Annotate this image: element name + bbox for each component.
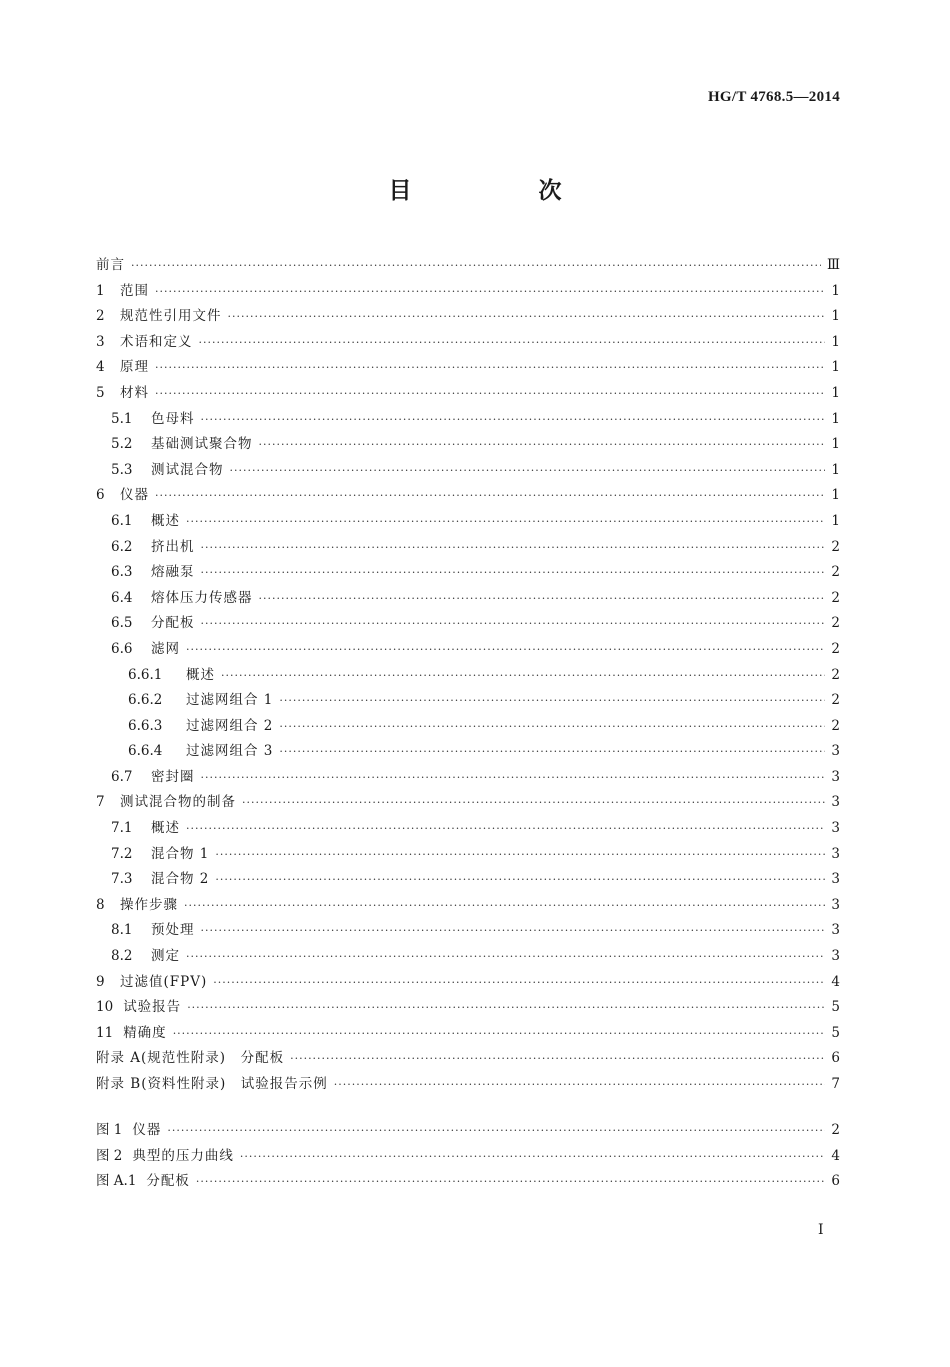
entry-page: 5 <box>831 1024 840 1041</box>
dot-leader <box>215 873 825 886</box>
entry-label: 密封圈 <box>151 768 195 785</box>
dot-leader <box>221 669 825 682</box>
toc-entry[interactable] <box>96 995 840 1021</box>
entry-page: 1 <box>831 333 840 350</box>
entry-number: 5.1 <box>111 410 133 427</box>
toc-entry[interactable] <box>96 560 840 586</box>
figure-entry[interactable] <box>96 1169 840 1195</box>
toc-entry[interactable] <box>96 663 840 689</box>
toc-entry[interactable] <box>96 586 840 612</box>
entry-page: 2 <box>831 564 840 581</box>
dot-leader <box>186 515 825 528</box>
entry-page: 2 <box>831 589 840 606</box>
dot-leader <box>167 1124 825 1137</box>
entry-label: 混合物 1 <box>151 845 210 862</box>
toc-entry[interactable] <box>96 330 840 356</box>
entry-page: 1 <box>831 359 840 376</box>
entry-page: Ⅲ <box>826 257 840 273</box>
dot-leader <box>279 745 825 758</box>
entry-number: 7.2 <box>111 845 133 862</box>
dot-leader <box>184 899 825 912</box>
toc-entry[interactable] <box>96 304 840 330</box>
entry-number: 7.1 <box>111 820 133 837</box>
dot-leader <box>201 413 826 426</box>
toc-entry[interactable] <box>96 918 840 944</box>
dot-leader <box>155 489 825 502</box>
entry-number: 8 <box>96 896 105 913</box>
toc-entry[interactable] <box>96 765 840 791</box>
toc-entry[interactable] <box>96 816 840 842</box>
dot-leader <box>186 822 825 835</box>
entry-number: 6.6.2 <box>128 692 163 709</box>
dot-leader <box>334 1078 826 1091</box>
toc-entry[interactable] <box>96 842 840 868</box>
entry-label: 挤出机 <box>151 538 195 555</box>
entry-label: 熔体压力传感器 <box>151 589 253 606</box>
figure-entry[interactable] <box>96 1144 840 1170</box>
toc-entry[interactable] <box>96 1046 840 1072</box>
entry-page: 2 <box>831 692 840 709</box>
entry-label: 附录 B(资料性附录) 试验报告示例 <box>96 1076 328 1092</box>
dot-leader <box>155 361 825 374</box>
page-title: 目 次 <box>388 178 614 204</box>
dot-leader <box>215 848 825 861</box>
entry-number: 6 <box>96 487 105 504</box>
entry-number: 图 A.1 <box>96 1173 137 1190</box>
dot-leader <box>131 259 821 272</box>
entry-page: 2 <box>831 666 840 683</box>
entry-label: 前言 <box>96 257 125 273</box>
entry-page: 1 <box>831 436 840 453</box>
entry-number: 8.1 <box>111 922 133 939</box>
entry-page: 1 <box>831 487 840 504</box>
toc-entry[interactable] <box>96 611 840 637</box>
dot-leader <box>201 541 826 554</box>
entry-number: 5.2 <box>111 436 133 453</box>
dot-leader <box>259 438 826 451</box>
toc-entry[interactable] <box>96 970 840 996</box>
entry-label: 熔融泵 <box>151 564 195 581</box>
figure-entry[interactable] <box>96 1118 840 1144</box>
entry-number: 10 <box>96 999 114 1016</box>
entry-page: 4 <box>831 1147 840 1164</box>
dot-leader <box>201 924 826 937</box>
entry-number: 6.4 <box>111 589 133 606</box>
toc-entry[interactable] <box>96 714 840 740</box>
entry-page: 1 <box>831 512 840 529</box>
entry-label: 术语和定义 <box>120 333 193 350</box>
entry-label: 概述 <box>151 512 180 529</box>
entry-label: 试验报告 <box>123 999 182 1016</box>
entry-page: 3 <box>831 743 840 760</box>
entry-label: 附录 A(规范性附录) 分配板 <box>96 1050 285 1067</box>
dot-leader <box>199 336 826 349</box>
entry-page: 3 <box>831 820 840 837</box>
entry-page: 1 <box>831 461 840 478</box>
entry-label: 分配板 <box>151 615 195 632</box>
dot-leader <box>290 1052 825 1065</box>
entry-page: 1 <box>831 410 840 427</box>
entry-number: 7 <box>96 794 105 811</box>
entry-number: 2 <box>96 308 105 325</box>
entry-page: 3 <box>831 948 840 965</box>
entry-number: 3 <box>96 333 105 350</box>
toc-entry[interactable] <box>96 279 840 305</box>
entry-page: 2 <box>831 1122 840 1138</box>
toc-entry[interactable] <box>96 739 840 765</box>
dot-leader <box>186 950 825 963</box>
entry-label: 混合物 2 <box>151 871 210 888</box>
toc-entry[interactable] <box>96 790 840 816</box>
dot-leader <box>213 976 825 989</box>
toc-entry[interactable] <box>96 381 840 407</box>
entry-number: 4 <box>96 359 105 376</box>
dot-leader <box>230 464 826 477</box>
entry-label: 仪器 <box>132 1122 162 1138</box>
entry-page: 3 <box>831 768 840 785</box>
entry-number: 6.7 <box>111 768 133 785</box>
entry-number: 1 <box>96 282 105 299</box>
entry-number: 图 2 <box>96 1147 123 1164</box>
entry-page: 3 <box>831 896 840 913</box>
toc-entry[interactable] <box>96 535 840 561</box>
toc-entry[interactable] <box>96 1021 840 1047</box>
entry-label: 典型的压力曲线 <box>132 1147 234 1164</box>
entry-number: 6.3 <box>111 564 133 581</box>
toc-entry[interactable] <box>96 432 840 458</box>
toc-entry[interactable] <box>96 509 840 535</box>
dot-leader <box>196 1175 825 1188</box>
entry-page: 1 <box>831 384 840 401</box>
entry-label: 预处理 <box>151 922 195 939</box>
entry-number: 5 <box>96 384 105 401</box>
entry-label: 过滤网组合 1 <box>186 692 274 709</box>
entry-number: 5.3 <box>111 461 133 478</box>
entry-label: 测试混合物 <box>151 461 224 478</box>
dot-leader <box>155 285 825 298</box>
entry-label: 基础测试聚合物 <box>151 436 253 453</box>
dot-leader <box>228 310 826 323</box>
entry-label: 过滤网组合 3 <box>186 743 274 760</box>
entry-page: 1 <box>831 308 840 325</box>
entry-number: 6.6 <box>111 640 133 657</box>
entry-page: 3 <box>831 871 840 888</box>
entry-page: 2 <box>831 640 840 657</box>
toc-entry[interactable] <box>96 1072 840 1098</box>
entry-number: 9 <box>96 973 105 990</box>
entry-label: 范围 <box>120 282 149 299</box>
entry-page: 5 <box>831 999 840 1016</box>
toc-entry[interactable] <box>96 867 840 893</box>
entry-page: 7 <box>831 1076 840 1092</box>
page-number: I <box>818 1222 824 1238</box>
dot-leader <box>279 720 825 733</box>
entry-page: 3 <box>831 794 840 811</box>
toc-entry[interactable] <box>96 355 840 381</box>
figure-list <box>96 1118 840 1195</box>
entry-page: 2 <box>831 615 840 632</box>
entry-label: 规范性引用文件 <box>120 308 222 325</box>
entry-label: 测定 <box>151 948 180 965</box>
dot-leader <box>259 592 826 605</box>
toc-entry[interactable] <box>96 637 840 663</box>
entry-label: 概述 <box>151 820 180 837</box>
standard-code: HG/T 4768.5—2014 <box>707 89 840 105</box>
dot-leader <box>201 566 826 579</box>
dot-leader <box>187 1001 825 1014</box>
toc-entry[interactable] <box>96 688 840 714</box>
entry-number: 6.1 <box>111 512 133 529</box>
toc-entry[interactable] <box>96 944 840 970</box>
entry-label: 测试混合物的制备 <box>120 794 236 811</box>
entry-number: 6.6.3 <box>128 717 163 734</box>
toc-entry[interactable] <box>96 458 840 484</box>
toc-entry[interactable] <box>96 893 840 919</box>
entry-number: 8.2 <box>111 948 133 965</box>
entry-number: 7.3 <box>111 871 133 888</box>
entry-page: 6 <box>831 1050 840 1067</box>
table-of-contents <box>96 253 840 1098</box>
dot-leader <box>240 1150 826 1163</box>
entry-page: 3 <box>831 922 840 939</box>
toc-entry[interactable] <box>96 483 840 509</box>
entry-label: 概述 <box>186 666 215 683</box>
dot-leader <box>201 617 826 630</box>
entry-number: 6.2 <box>111 538 133 555</box>
entry-number: 图 1 <box>96 1122 123 1138</box>
dot-leader <box>155 387 825 400</box>
entry-label: 操作步骤 <box>120 896 178 913</box>
entry-label: 仪器 <box>120 487 149 504</box>
entry-page: 2 <box>831 717 840 734</box>
dot-leader <box>201 771 826 784</box>
dot-leader <box>279 694 825 707</box>
entry-page: 6 <box>831 1173 840 1190</box>
dot-leader <box>242 796 825 809</box>
dot-leader <box>173 1027 826 1040</box>
entry-page: 4 <box>831 973 840 990</box>
entry-label: 材料 <box>120 384 149 401</box>
entry-label: 精确度 <box>123 1024 167 1041</box>
entry-label: 过滤值(FPV) <box>120 973 208 990</box>
entry-number: 6.6.4 <box>128 743 163 760</box>
toc-entry[interactable] <box>96 407 840 433</box>
entry-number: 6.6.1 <box>128 666 163 683</box>
entry-page: 3 <box>831 845 840 862</box>
entry-label: 色母料 <box>151 410 195 427</box>
entry-label: 分配板 <box>146 1173 190 1190</box>
entry-label: 过滤网组合 2 <box>186 717 274 734</box>
entry-page: 1 <box>831 282 840 299</box>
toc-entry[interactable] <box>96 253 840 279</box>
dot-leader <box>186 643 825 656</box>
entry-label: 滤网 <box>151 640 180 657</box>
entry-label: 原理 <box>120 359 149 376</box>
entry-number: 11 <box>96 1024 114 1041</box>
entry-page: 2 <box>831 538 840 555</box>
entry-number: 6.5 <box>111 615 133 632</box>
